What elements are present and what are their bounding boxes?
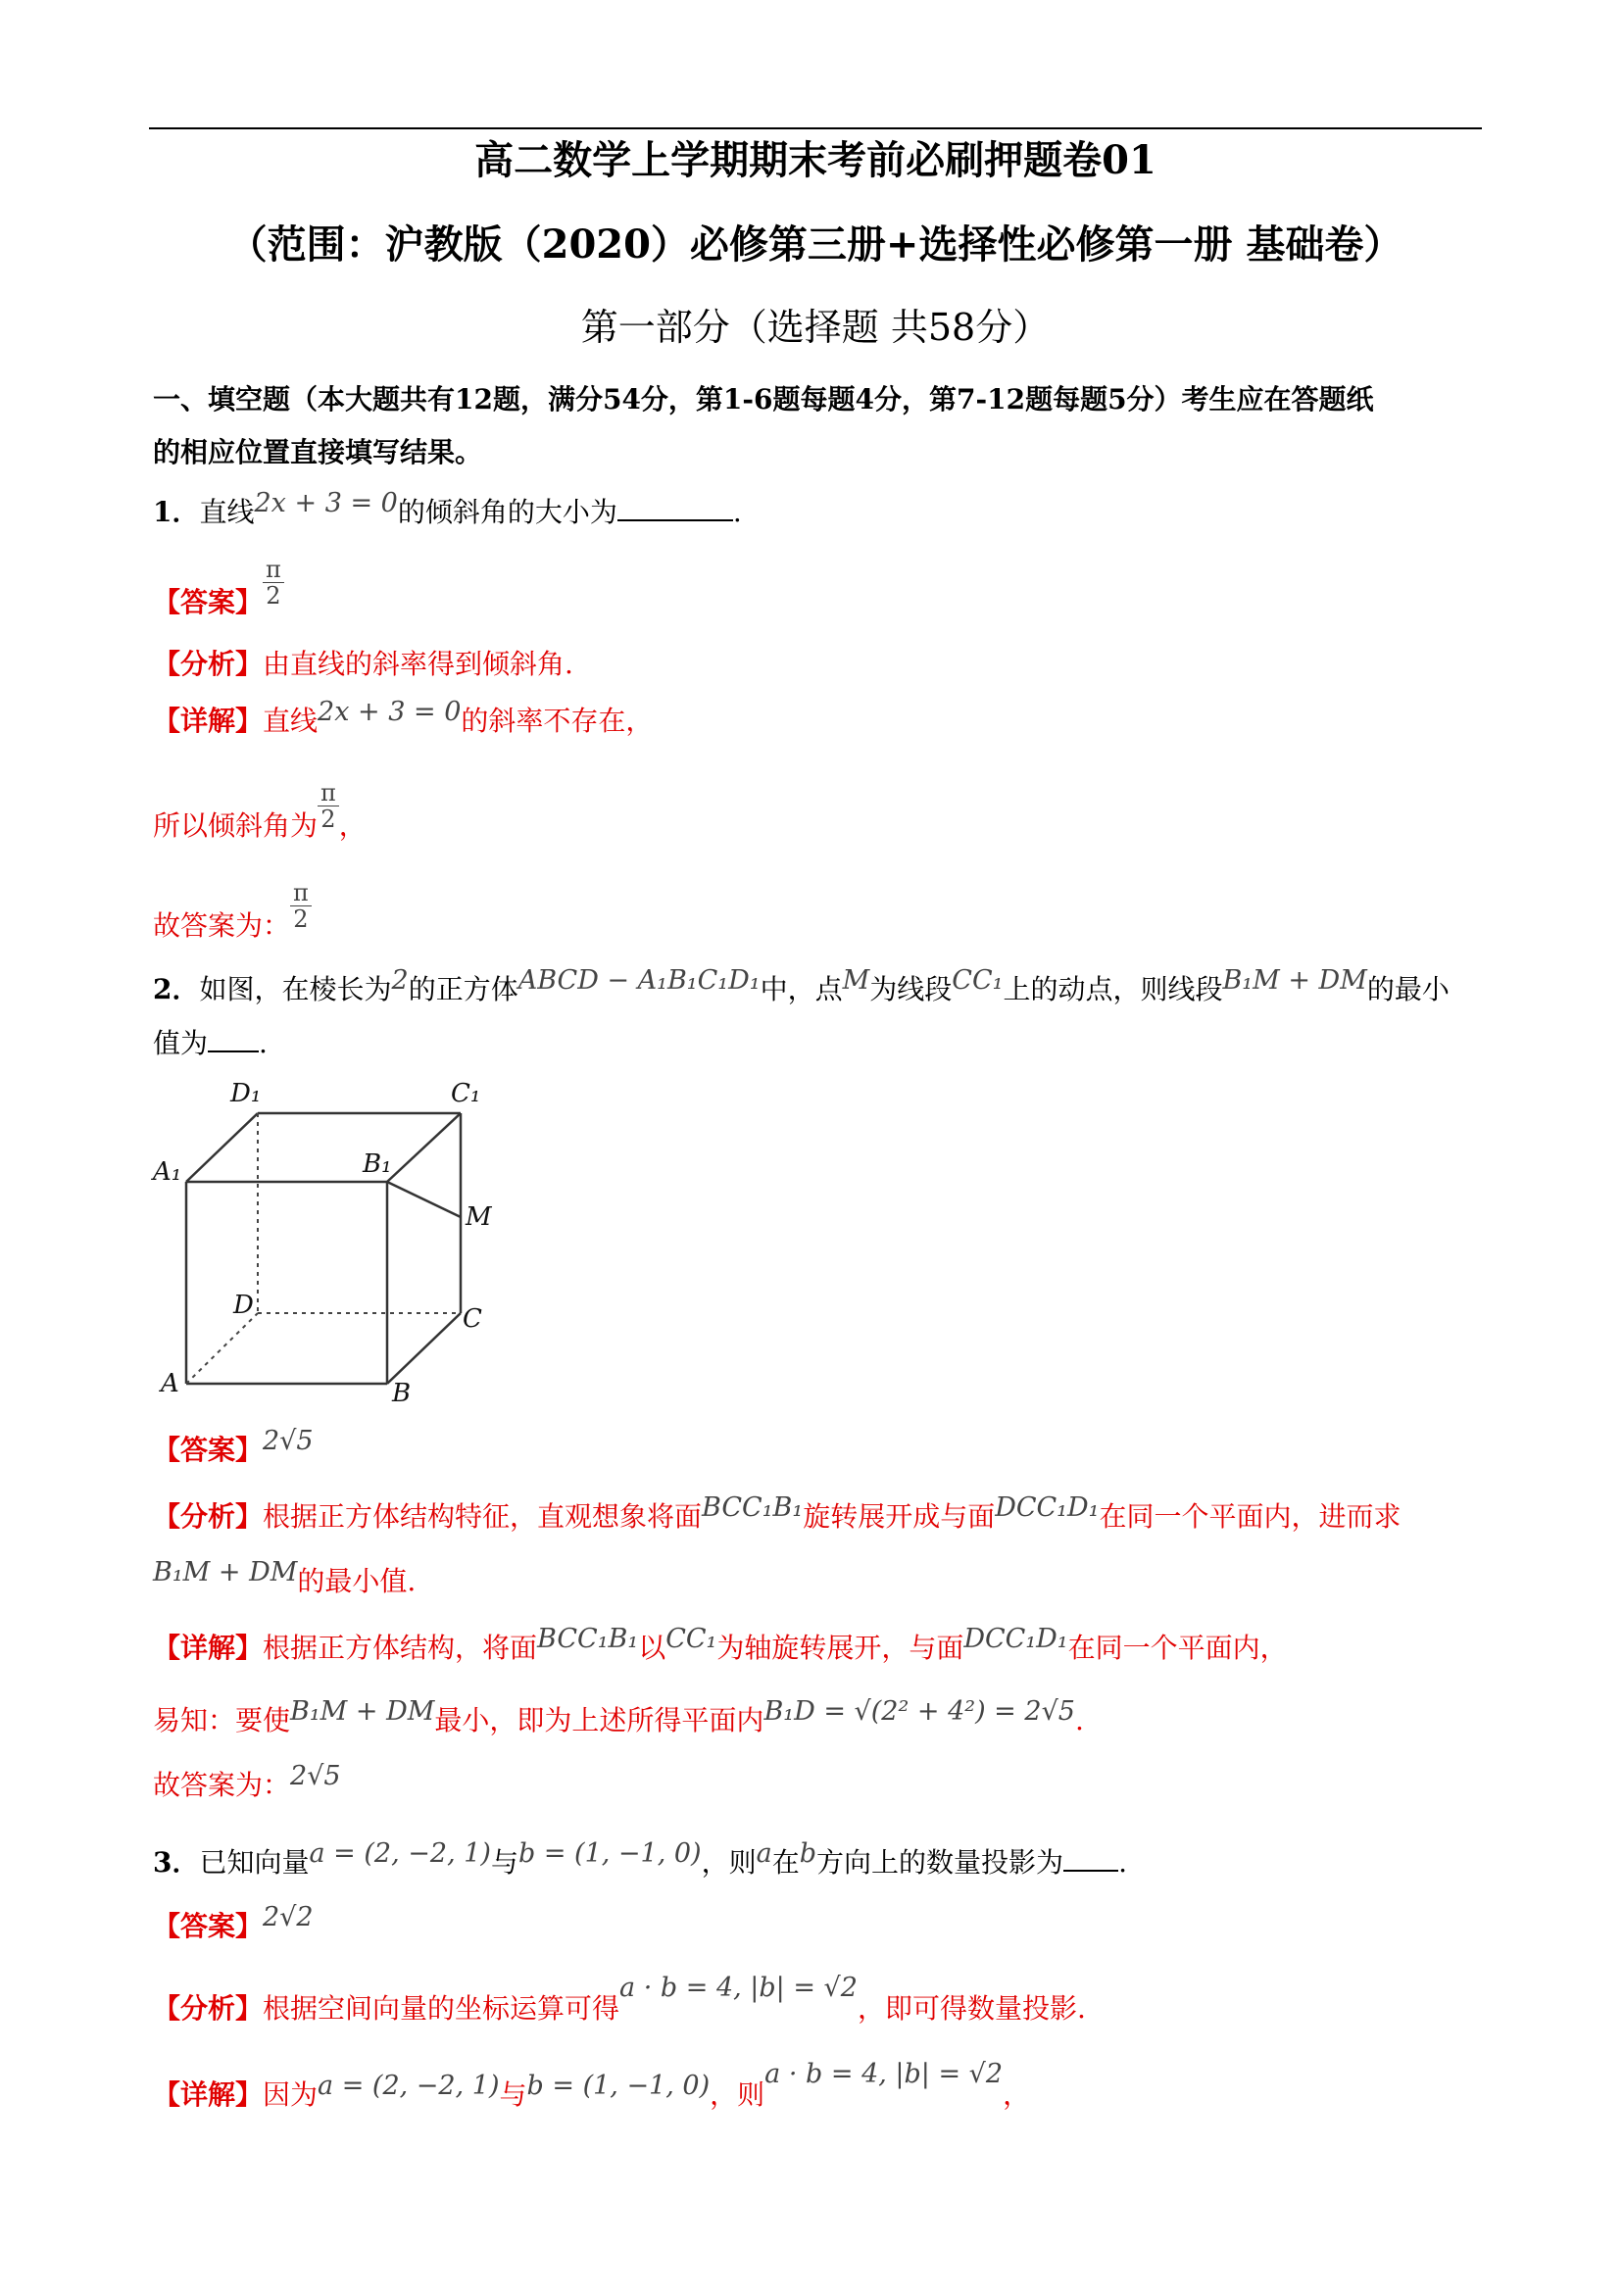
- q3-detail-3: ，则: [710, 2078, 765, 2111]
- label-C1: C₁: [451, 1079, 481, 1108]
- q3-answer-value: 2√2: [263, 1902, 314, 1932]
- so-answer-label: 故答案为：: [153, 909, 291, 942]
- q1-end: .: [732, 496, 742, 528]
- q3-vector-b: b = (1, −1, 0): [517, 1838, 702, 1869]
- q1-detail: [153, 697, 1486, 742]
- q3-detail-b: b = (1, −1, 0): [526, 2071, 711, 2101]
- q2-easy-end: .: [1074, 1704, 1084, 1736]
- q1-equation: 2x + 3 = 0: [254, 488, 398, 518]
- detail-label: 【详解】: [153, 2078, 264, 2111]
- q2-answer: [153, 1426, 1486, 1471]
- q3-vector-a: a = (2, −2, 1): [309, 1838, 491, 1869]
- q2-detail-axis: CC₁: [665, 1624, 717, 1654]
- q2-detail-1: 根据正方体结构，将面: [263, 1632, 538, 1664]
- section-instructions-line2: 的相应位置直接填写结果。: [153, 436, 483, 468]
- label-M: M: [466, 1202, 492, 1232]
- q3-analysis-2: ，即可得数量投影.: [857, 1992, 1086, 2025]
- q2-detail-2: 以: [638, 1632, 666, 1664]
- analysis-label: 【分析】: [153, 1992, 264, 2025]
- edge-B1C1: [387, 1113, 461, 1182]
- q2-easy-1: 易知：要使: [153, 1704, 291, 1736]
- q2-text-1: 如图，在棱长为: [199, 973, 392, 1005]
- label-B1: B₁: [363, 1149, 392, 1179]
- q2-answer-value: 2√5: [263, 1426, 314, 1456]
- q1-detail-post: 的斜率不存在，: [461, 705, 654, 737]
- q1-so-angle: [153, 779, 1486, 854]
- q2-answer-blank: [208, 1023, 259, 1052]
- q2-segment: CC₁: [952, 965, 1004, 996]
- label-D: D: [233, 1291, 254, 1320]
- q1-analysis: [153, 645, 1486, 684]
- answer-label: 【答案】: [153, 1434, 264, 1466]
- analysis-label: 【分析】: [153, 1500, 264, 1533]
- q2-text-7: 值为: [153, 1027, 209, 1059]
- segment-B1M: [387, 1182, 461, 1217]
- q2-detail-4: 在同一个平面内，: [1067, 1632, 1288, 1664]
- so-answer-label: 故答案为：: [153, 1769, 291, 1801]
- answer-label: 【答案】: [153, 586, 264, 618]
- q1-analysis-text: 由直线的斜率得到倾斜角.: [263, 648, 573, 680]
- q2-detail-face-1: BCC₁B₁: [537, 1624, 639, 1654]
- q1-text-post: 的倾斜角的大小为: [397, 496, 617, 528]
- cube-figure: [147, 1068, 519, 1411]
- q3-text-4: 在: [771, 1846, 800, 1879]
- q1-so-fraction: $\frac{\pi}{2}$: [318, 780, 339, 832]
- doc-title: 高二数学上学期期末考前必刷押题卷01: [474, 137, 1156, 183]
- q1-text-pre: 直线: [199, 496, 255, 528]
- q3-text-1: 已知向量: [199, 1846, 310, 1879]
- q2-easy-2: 最小，即为上述所得平面内: [434, 1704, 764, 1736]
- q2-text-5: 上的动点，则线段: [1003, 973, 1223, 1005]
- q3-detail: [153, 2059, 1486, 2116]
- q2-easy-calc: B₁D = √(2² + 4²) = 2√5: [763, 1696, 1075, 1727]
- label-A1: A₁: [153, 1157, 182, 1187]
- q1-answer-fraction: $\frac{\pi}{2}$: [263, 557, 284, 609]
- q2-face-2: DCC₁D₁: [995, 1492, 1100, 1523]
- question-1: [153, 488, 1486, 533]
- q2-expression: B₁M + DM: [1222, 965, 1367, 996]
- q1-detail-equation: 2x + 3 = 0: [318, 697, 462, 727]
- label-B: B: [392, 1379, 412, 1408]
- q1-final-fraction: $\frac{\pi}{2}$: [290, 880, 312, 932]
- q3-text-5: 方向上的数量投影为: [816, 1846, 1064, 1879]
- q1-number: 1．: [153, 496, 200, 528]
- analysis-label: 【分析】: [153, 648, 264, 680]
- q2-so-value: 2√5: [290, 1761, 341, 1791]
- label-D1: D₁: [230, 1079, 262, 1108]
- q2-text-3: 中，点: [760, 973, 843, 1005]
- q2-text-4: 为线段: [869, 973, 953, 1005]
- q1-answer-blank: [617, 492, 733, 521]
- q3-analysis-expr: a · b = 4, |b| = √2: [619, 1973, 858, 2003]
- q2-analysis-5: 的最小值.: [297, 1565, 417, 1597]
- detail-label: 【详解】: [153, 705, 264, 737]
- edge-BC: [387, 1313, 461, 1384]
- q2-analysis-expr: B₁M + DM: [153, 1557, 298, 1588]
- q2-cube: ABCD − A₁B₁C₁D₁: [517, 965, 761, 996]
- doc-subtitle: （范围：沪教版（2020）必修第三册+选择性必修第一册 基础卷）: [227, 221, 1403, 268]
- q2-easy-expr: B₁M + DM: [290, 1696, 435, 1727]
- section-instructions-line1: 一、填空题（本大题共有12题，满分54分，第1-6题每题4分，第7-12题每题5分）考生应在答题纸: [153, 383, 1374, 415]
- q2-analysis-1: 根据正方体结构特征，直观想象将面: [263, 1500, 703, 1533]
- q3-answer: [153, 1902, 1486, 1947]
- q2-text-6: 的最小: [1366, 973, 1450, 1005]
- q3-detail-2: 与: [499, 2078, 527, 2111]
- question-3: [153, 1838, 1486, 1883]
- q1-so-end: ，: [338, 809, 367, 842]
- q3-b: b: [799, 1838, 817, 1869]
- q3-number: 3．: [153, 1846, 200, 1879]
- q3-end: .: [1118, 1846, 1127, 1879]
- hidden-edge-AD: [186, 1313, 258, 1384]
- question-2: [153, 965, 1486, 1010]
- q3-analysis-1: 根据空间向量的坐标运算可得: [263, 1992, 620, 2025]
- answer-label: 【答案】: [153, 1910, 264, 1942]
- q2-detail-3: 为轴旋转展开，与面: [716, 1632, 964, 1664]
- q1-final-answer: [153, 879, 1486, 953]
- q3-detail-a: a = (2, −2, 1): [318, 2071, 500, 2101]
- edge-A1D1: [186, 1113, 258, 1182]
- part-heading: 第一部分（选择题 共58分）: [580, 306, 1051, 349]
- label-C: C: [463, 1304, 482, 1334]
- q3-detail-1: 因为: [263, 2078, 319, 2111]
- q2-detail: [153, 1624, 1486, 1669]
- q2-analysis-cont: [153, 1557, 1486, 1602]
- q2-analysis-2: 旋转展开成与面: [803, 1500, 996, 1533]
- question-2-cont: [153, 1023, 1486, 1063]
- q2-number: 2．: [153, 973, 200, 1005]
- q3-a: a: [756, 1838, 772, 1869]
- q2-detail-face-2: DCC₁D₁: [963, 1624, 1068, 1654]
- q3-analysis: [153, 1973, 1486, 2029]
- q2-analysis-3: 在同一个平面内，进而求: [1099, 1500, 1402, 1533]
- q2-face-1: BCC₁B₁: [702, 1492, 804, 1523]
- q3-text-3: ，则: [701, 1846, 757, 1879]
- q2-easy-know: [153, 1696, 1486, 1741]
- q2-end: .: [259, 1027, 268, 1059]
- q2-point: M: [842, 965, 870, 996]
- q3-answer-blank: [1063, 1842, 1118, 1872]
- q1-so-text: 所以倾斜角为: [153, 809, 319, 842]
- q3-text-2: 与: [490, 1846, 518, 1879]
- q1-detail-pre: 直线: [263, 705, 319, 737]
- q2-text-2: 的正方体: [408, 973, 518, 1005]
- q1-answer: [153, 556, 1486, 630]
- q2-edge: 2: [391, 965, 409, 996]
- q2-final-answer: [153, 1761, 1486, 1806]
- q3-detail-4: ，: [1003, 2078, 1031, 2111]
- detail-label: 【详解】: [153, 1632, 264, 1664]
- label-A: A: [161, 1369, 179, 1398]
- q3-detail-expr: a · b = 4, |b| = √2: [764, 2059, 1004, 2089]
- q2-analysis: [153, 1492, 1486, 1538]
